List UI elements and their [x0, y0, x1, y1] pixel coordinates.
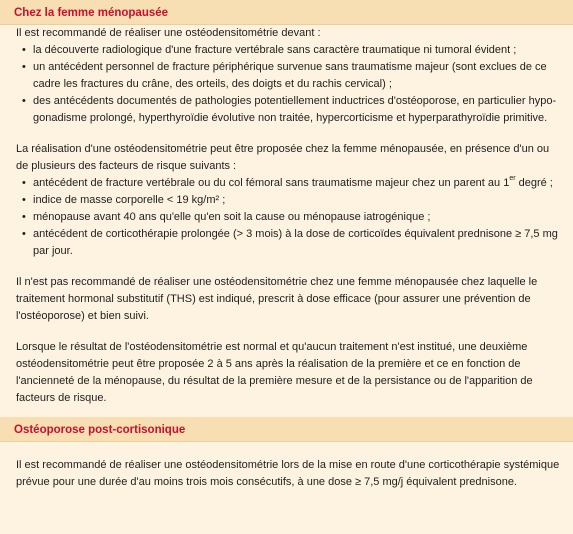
cortisone-paragraph: Il est recommandé de réaliser une ostéodensitométrie lors de la mise en route d'une corticothérapie systémique prévue pour une durée d'au moins trois mois consécutifs, à une dose ≥ 7,5 mg/j équivalent prednisone. [16, 459, 560, 488]
section-title-cortisone: Ostéoporose post-cortisonique [0, 417, 573, 442]
recommended-intro: Il est recommandé de réaliser une ostéodensitométrie devant : [16, 27, 321, 39]
risk-factors-intro: La réalisation d'une ostéodensitométrie peut être proposée chez la femme ménopausée, en présence d'un ou de plusieurs des facteurs de risque suivants : [16, 143, 550, 172]
list-item-text-end: degré ; [515, 177, 553, 189]
list-item: • ménopause avant 40 ans qu'elle qu'en soit la cause ou ménopause iatrogénique ; [16, 209, 561, 226]
section-body-cortisone [0, 442, 573, 491]
risk-factors-block [16, 141, 561, 260]
follow-up-paragraph: Lorsque le résultat de l'ostéodensitométrie est normal et qu'aucun traitement n'est institué, une deuxième ostéodensitométrie peut être proposée 2 à 5 ans après la réalisation de la première et ce en fonction de l'ancienneté de la ménopause, du résultat de la première mesure et de la persistance ou de l'apparition de facteurs de risque. [16, 341, 533, 404]
list-item: • indice de masse corporelle < 19 kg/m² ; [16, 192, 561, 209]
ths-paragraph-block [16, 274, 561, 325]
list-item [16, 175, 561, 192]
list-item: • des antécédents documentés de pathologies potentiellement inductrices d'ostéoporose, en particulier hypo-gonadisme prolongé, hyperthyroïdie évolutive non traitée, hypercorticisme et hyperparathyroïdie primitive. [16, 93, 561, 127]
section-body-menopause [0, 25, 573, 407]
list-item: • antécédent de corticothérapie prolongée (> 3 mois) à la dose de corticoïdes équivalent prednisone ≥ 7,5 mg par jour. [16, 226, 561, 260]
ths-paragraph: Il n'est pas recommandé de réaliser une ostéodensitométrie chez une femme ménopausée chez laquelle le traitement hormonal substitutif (THS) est indiqué, prescrit à dose efficace (pour assurer une prévention de l'ostéoporose) et bien suivi. [16, 276, 538, 322]
list-item-text: antécédent de fracture vertébrale ou du col fémoral sans traumatisme majeur chez un parent au 1 [33, 177, 510, 189]
ordinal-superscript: er [509, 175, 516, 183]
risk-factors-list [16, 175, 561, 260]
list-item: • un antécédent personnel de fracture périphérique survenue sans traumatisme majeur (sont exclues de ce cadre les fractures du crâne, des orteils, des doigts et du rachis cervical) ; [16, 59, 561, 93]
recommended-block [16, 25, 561, 127]
list-item: • la découverte radiologique d'une fracture vertébrale sans caractère traumatique ni tumoral évident ; [16, 42, 561, 59]
follow-up-paragraph-block [16, 339, 561, 407]
section-title-menopause: Chez la femme ménopausée [0, 0, 573, 25]
recommended-list [16, 42, 561, 127]
